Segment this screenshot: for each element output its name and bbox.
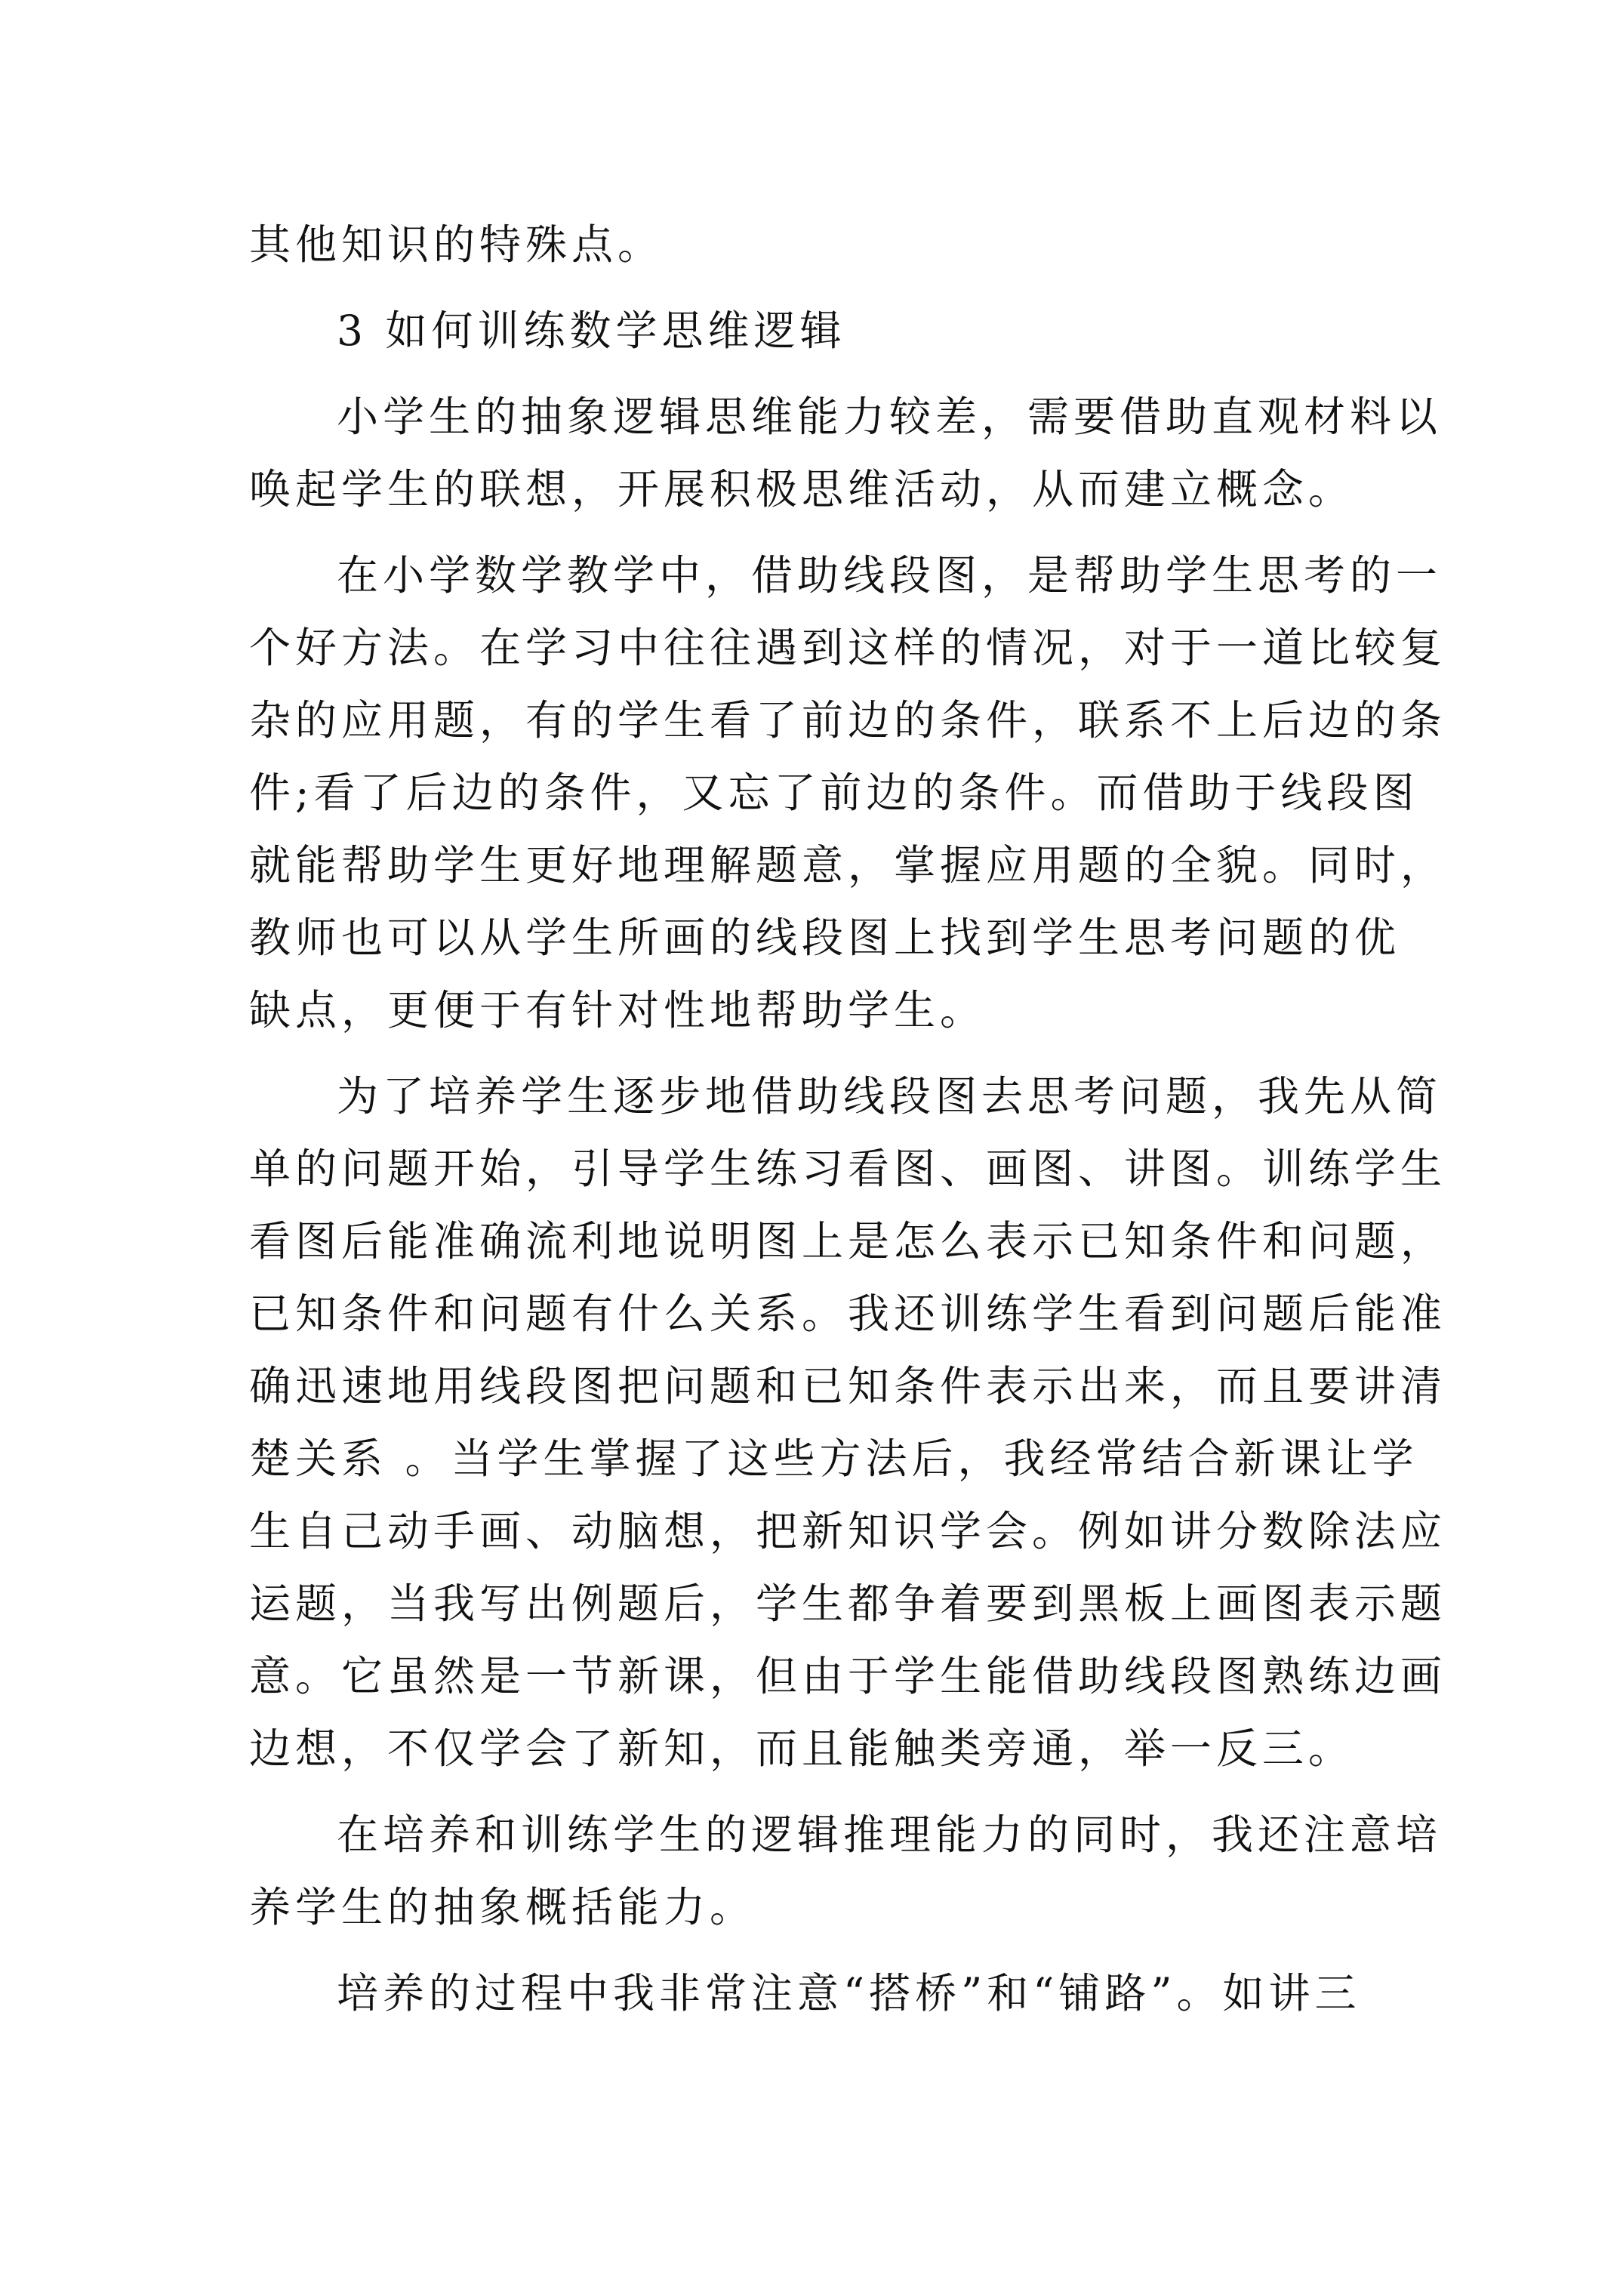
text-line: 其他知识的特殊点。 xyxy=(249,220,664,269)
text-line: 单的问题开始，引导学生练习看图、画图、讲图。训练学生 xyxy=(249,1145,1447,1193)
text-line: 在培养和训练学生的逻辑推理能力的同时，我还注意培 xyxy=(337,1811,1443,1859)
text-line: 教师也可以从学生所画的线段图上找到学生思考问题的优 xyxy=(249,914,1401,962)
text-line: 缺点，更便于有针对性地帮助学生。 xyxy=(249,986,987,1034)
text-line: 个好方法。在学习中往往遇到这样的情况，对于一道比较复 xyxy=(249,624,1447,672)
text-line: 就能帮助学生更好地理解题意，掌握应用题的全貌。同时， xyxy=(249,841,1447,889)
body-text xyxy=(249,208,1447,2029)
text-line: 意。它虽然是一节新课，但由于学生能借助线段图熟练边画 xyxy=(249,1652,1447,1700)
text-line: 在小学数学教学中，借助线段图，是帮助学生思考的一 xyxy=(337,551,1443,599)
text-line: 为了培养学生逐步地借助线段图去思考问题，我先从简 xyxy=(337,1072,1443,1120)
text-line: 养学生的抽象概括能力。 xyxy=(249,1883,756,1931)
text-line: 已知条件和问题有什么关系。我还训练学生看到问题后能准 xyxy=(249,1290,1447,1338)
text-line: 唤起学生的联想，开展积极思维活动，从而建立概念。 xyxy=(249,465,1355,513)
section-heading xyxy=(249,294,1381,367)
text-line: 确迅速地用线段图把问题和已知条件表示出来，而且要讲清 xyxy=(249,1362,1447,1410)
text-line: 小学生的抽象逻辑思维能力较差，需要借助直观材料以 xyxy=(337,393,1443,441)
text-line: 看图后能准确流利地说明图上是怎么表示已知条件和问题， xyxy=(249,1217,1447,1265)
text-line: 杂的应用题，有的学生看了前边的条件，联系不上后边的条 xyxy=(249,696,1447,744)
paragraph-1 xyxy=(249,208,1381,281)
heading-text: 3 如何训练数学思维逻辑 xyxy=(337,307,846,355)
paragraph-5 xyxy=(249,1060,1447,1785)
text-line: 边想，不仅学会了新知，而且能触类旁通，举一反三。 xyxy=(249,1724,1355,1773)
text-line: 楚关系 。当学生掌握了这些方法后，我经常结合新课让学 xyxy=(249,1435,1418,1483)
text-line: 培养的过程中我非常注意“搭桥”和“铺路”。如讲三 xyxy=(337,1969,1361,2017)
text-line: 运题，当我写出例题后，学生都争着要到黑板上画图表示题 xyxy=(249,1579,1447,1628)
paragraph-6 xyxy=(249,1798,1443,1943)
paragraph-3 xyxy=(249,381,1443,525)
text-line: 生自己动手画、动脑想，把新知识学会。例如讲分数除法应 xyxy=(249,1507,1447,1555)
text-line: 件;看了后边的条件，又忘了前边的条件。而借助于线段图 xyxy=(249,769,1419,817)
paragraph-7 xyxy=(249,1957,1381,2029)
paragraph-4 xyxy=(249,539,1447,1046)
